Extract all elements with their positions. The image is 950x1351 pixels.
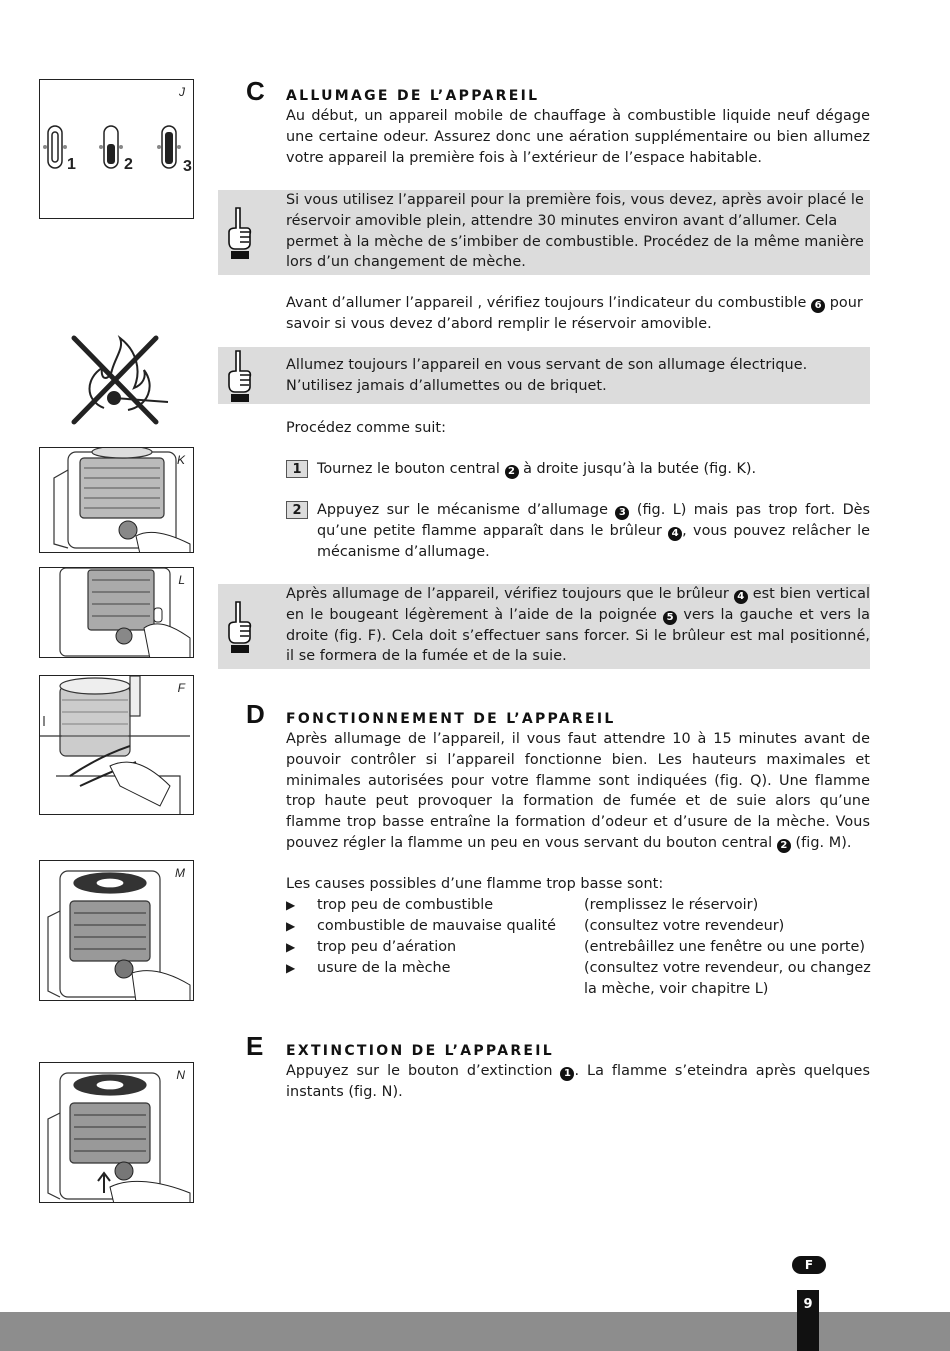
page-number: 9	[803, 1297, 813, 1312]
figure-label: N	[176, 1068, 185, 1082]
section-c-intro: Au début, un appareil mobile de chauffage à combustible liquide neuf dégage une certaine odeur. Assurez donc une aération supplémentaire ou bien allumez votre appareil la première fois à l’extérieur de l’espace habitable.	[286, 108, 870, 166]
heater-flame-adjust-illustration	[40, 861, 194, 1001]
section-d-title: FONCTIONNEMENT DE L’APPAREIL	[286, 711, 616, 727]
ignition-number-badge: 3	[615, 506, 629, 520]
note-box-burner	[218, 584, 870, 669]
section-e-text: Appuyez sur le bouton d’extinction 1 . La flamme s’eteindra après quelques instants (fig. N).	[286, 1063, 871, 1100]
cause-text: usure de la mèche	[317, 960, 451, 976]
pointing-hand-icon	[226, 600, 254, 656]
bullet-arrow-icon: ▶	[286, 961, 296, 975]
burner-illustration	[40, 676, 194, 815]
fuel-indicator-number-badge: 6	[811, 299, 825, 313]
figure-m	[39, 860, 194, 1001]
section-letter-d: D	[246, 699, 265, 729]
step-number-box: 1	[286, 460, 308, 478]
handle-number-badge: 5	[663, 611, 677, 625]
procedure-intro: Procédez comme suit:	[286, 420, 446, 436]
section-c-title: ALLUMAGE DE L’APPAREIL	[286, 88, 540, 104]
extinction-button-number-badge: 1	[560, 1067, 574, 1081]
position-1-label: 1	[67, 156, 76, 173]
causes-intro: Les causes possibles d’une flamme trop basse sont:	[286, 876, 664, 892]
pointing-hand-icon	[226, 349, 254, 405]
no-matches-icon	[64, 330, 174, 430]
note-ignition-text: Allumez toujours l’appareil en vous servant de son allumage électrique. N’utilisez jamais d’allumettes ou de briquet.	[286, 357, 808, 394]
note-box-ignition	[218, 347, 870, 404]
step-1	[286, 459, 870, 481]
position-2-label: 2	[124, 156, 133, 173]
position-3-label: 3	[183, 158, 192, 175]
note-box-first-use	[218, 190, 870, 275]
burner-number-badge: 4	[734, 590, 748, 604]
figure-n	[39, 1062, 194, 1203]
figure-label: F	[177, 681, 185, 695]
heater-ignition-illustration	[40, 568, 194, 658]
central-knob-number-badge: 2	[505, 465, 519, 479]
bullet-arrow-icon: ▶	[286, 898, 296, 912]
note-burner-text: Après allumage de l’appareil, vérifiez toujours que le brûleur 4 est bien vertical en le bougeant légèrement à l’aide de la poignée 5 vers la gauche et vers la droite (fig. F). Cela doit s’effectuer sans forcer. Si le brûleur est mal positionné, il se formera de la fumée et de la suie.	[286, 586, 871, 665]
figure-label: M	[175, 866, 185, 880]
figure-l	[39, 567, 194, 658]
figure-label: K	[176, 453, 185, 467]
step-number-box: 2	[286, 501, 308, 519]
cause-text: trop peu de combustible	[317, 897, 494, 913]
remedy-text: (remplissez le réservoir)	[584, 897, 759, 913]
step-1-text: Tournez le bouton central 2 à droite jusqu’à la butée (fig. K).	[317, 461, 757, 477]
fuel-indicator-check: Avant d’allumer l’appareil , vérifiez toujours l’indicateur du combustible 6 pour savoir si vous devez d’abord remplir le réservoir amovible.	[286, 295, 863, 332]
step-2	[286, 500, 870, 564]
section-d-text: Après allumage de l’appareil, il vous faut attendre 10 à 15 minutes avant de pouvoir contrôler si l’appareil fonctionne bien. Les hauteurs maximales et minimales autorisées pour votre flamme sont indiquées (fig. Q). Une flamme trop haute peut provoquer la formation de fumée et de suie alors qu’une flamme trop basse entraîne la formation d’odeur et d’usure de la mèche. Vous pouvez régler la flamme un peu en vous servant du bouton central 2 (fig. M).	[286, 731, 870, 851]
cause-text: trop peu d’aération	[317, 939, 457, 955]
central-knob-number-badge: 2	[777, 839, 791, 853]
pointing-hand-icon	[226, 206, 254, 262]
figure-f	[39, 675, 194, 815]
cause-text: combustible de mauvaise qualité	[317, 918, 557, 934]
heater-illustration	[40, 448, 194, 553]
burner-number-badge: 4	[668, 527, 682, 541]
note-first-use-text: Si vous utilisez l’appareil pour la première fois, vous devez, après avoir placé le réservoir amovible plein, attendre 30 minutes environ avant d’allumer. Cela permet à la mèche de s’imbiber de combustible. Procédez de la même manière lors d’un changement de mèche.	[286, 192, 864, 271]
remedy-text: (entrebâillez une fenêtre ou une porte)	[584, 939, 865, 955]
bullet-arrow-icon: ▶	[286, 940, 296, 954]
figure-label: J	[179, 85, 185, 99]
figure-k	[39, 447, 194, 553]
figure-label: L	[178, 573, 185, 587]
bullet-arrow-icon: ▶	[286, 919, 296, 933]
figure-j	[39, 79, 194, 219]
fuel-indicator-diagram	[40, 80, 194, 219]
remedy-text: (consultez votre revendeur)	[584, 918, 785, 934]
step-2-text: Appuyez sur le mécanisme d’allumage 3 (fig. L) mais pas trop fort. Dès qu’une petite flamme apparaît dans le brûleur 4 , vous pouvez relâcher le mécanisme d’allumage.	[317, 502, 871, 560]
remedy-text: (consultez votre revendeur, ou changez la mèche, voir chapitre L)	[584, 960, 871, 997]
heater-extinction-illustration	[40, 1063, 194, 1203]
section-e-title: EXTINCTION DE L’APPAREIL	[286, 1043, 555, 1059]
section-letter-c: C	[246, 76, 265, 106]
section-letter-e: E	[246, 1031, 264, 1061]
page-number-tab	[797, 1290, 819, 1351]
language-badge: F	[792, 1256, 826, 1274]
